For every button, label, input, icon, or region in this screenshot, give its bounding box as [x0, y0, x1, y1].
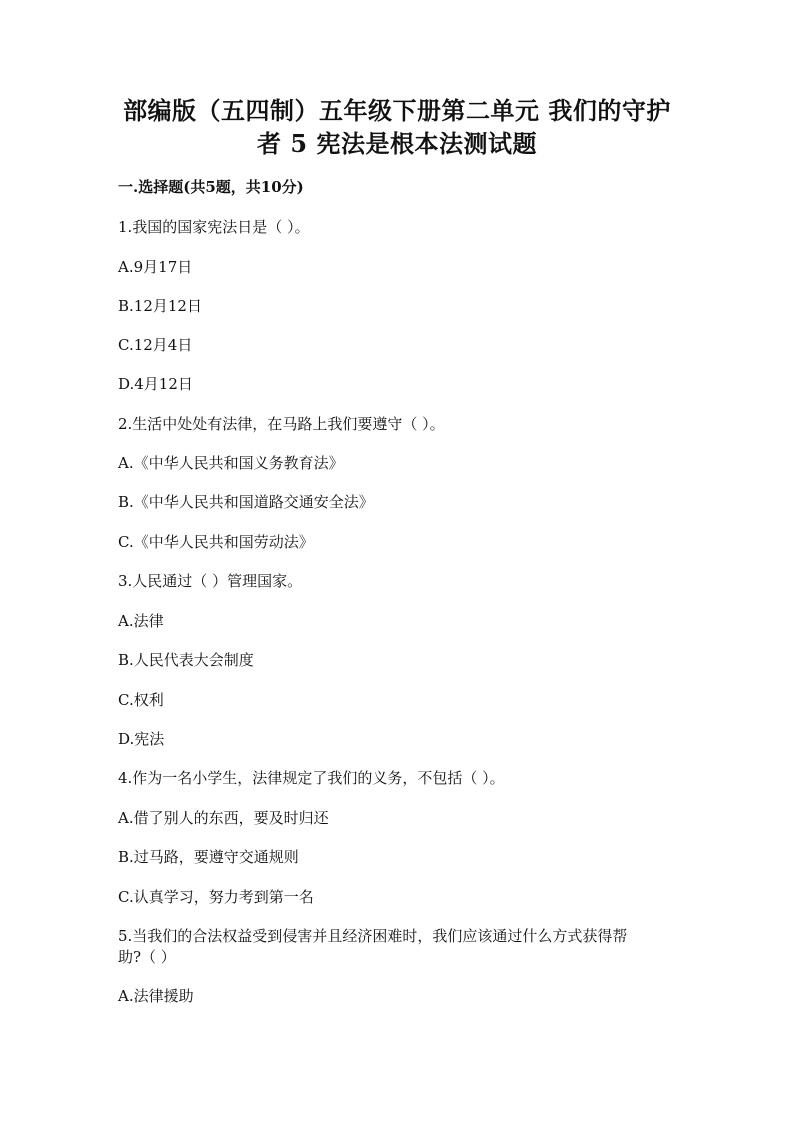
question-1-option-d: D.4月12日 — [118, 375, 193, 393]
question-4-stem: 4.作为一名小学生，法律规定了我们的义务，不包括（ ）。 — [118, 769, 505, 787]
question-2-stem: 2.生活中处处有法律，在马路上我们要遵守（ ）。 — [118, 415, 445, 433]
document-title-line-2: 者 5 宪法是根本法测试题 — [257, 129, 537, 158]
question-4-option-b: B.过马路，要遵守交通规则 — [118, 848, 299, 866]
question-1-stem: 1.我国的国家宪法日是（ ）。 — [118, 218, 310, 236]
question-4-option-c: C.认真学习，努力考到第一名 — [118, 888, 314, 906]
question-3-option-d: D.宪法 — [118, 730, 165, 748]
question-2-option-b: B.《中华人民共和国道路交通安全法》 — [118, 493, 374, 511]
question-3-option-a: A.法律 — [118, 612, 164, 630]
question-1-option-a: A.9月17日 — [118, 258, 193, 276]
question-4-option-a: A.借了别人的东西，要及时归还 — [118, 809, 329, 827]
question-1-option-b: B.12月12日 — [118, 297, 202, 315]
question-2-option-a: A.《中华人民共和国义务教育法》 — [118, 454, 344, 472]
question-3-stem: 3.人民通过（ ）管理国家。 — [118, 572, 303, 590]
question-5-option-a: A.法律援助 — [118, 987, 194, 1005]
question-3-option-b: B.人民代表大会制度 — [118, 651, 254, 669]
question-2-option-c: C.《中华人民共和国劳动法》 — [118, 533, 314, 551]
document-title-line-1: 部编版（五四制）五年级下册第二单元 我们的守护 — [123, 96, 671, 125]
question-5-stem-line-1: 5.当我们的合法权益受到侵害并且经济困难时，我们应该通过什么方式获得帮 — [118, 927, 628, 945]
question-5-stem-line-2: 助?（ ） — [118, 948, 176, 966]
section-heading: 一.选择题(共5题，共10分) — [118, 178, 304, 196]
question-3-option-c: C.权利 — [118, 691, 164, 709]
question-1-option-c: C.12月4日 — [118, 336, 193, 354]
